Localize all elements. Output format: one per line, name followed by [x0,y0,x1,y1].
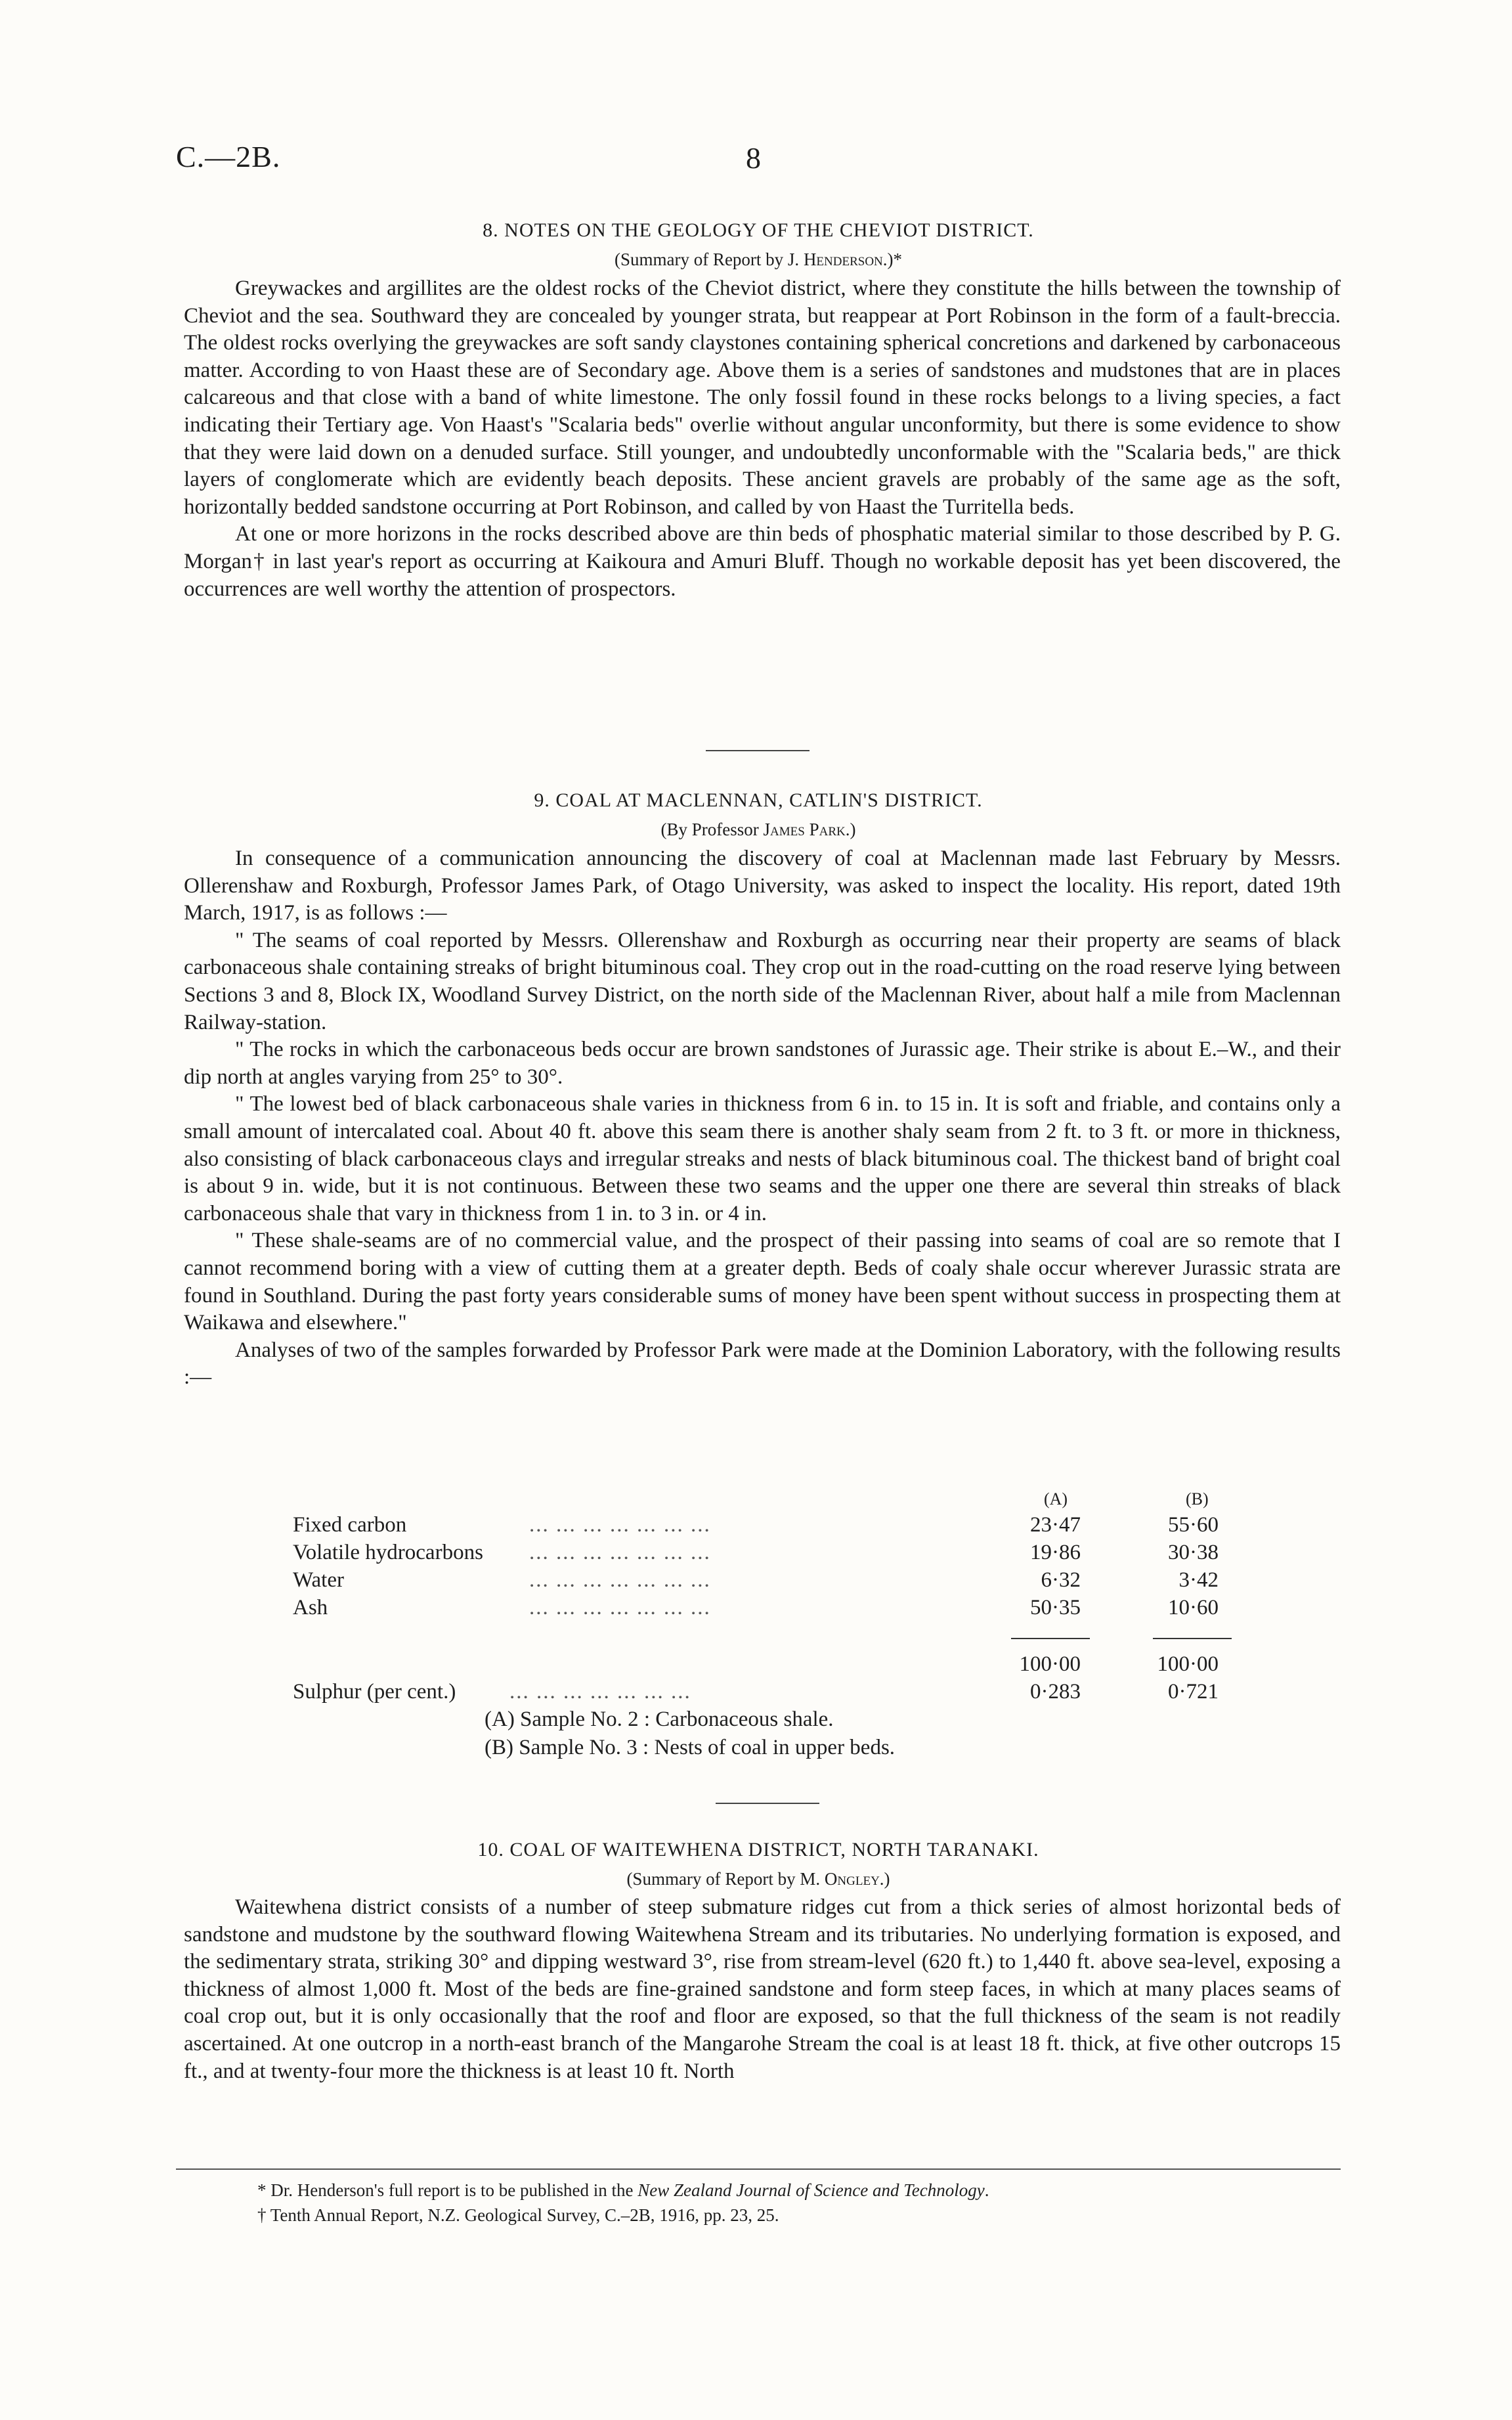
section-9-title: 9. COAL AT MACLENNAN, CATLIN'S DISTRICT. [534,789,983,811]
section-divider [706,750,810,751]
section-8-subtitle: (Summary of Report by J. Henderson.)* [614,250,903,269]
section-10-title: 10. COAL OF WAITEWHENA DISTRICT, NORTH TARANAKI. [477,1839,1039,1860]
paragraph: Waitewhena district consists of a number of steep submature ridges cut from a thick series of almost horizontal beds of sandstone and mudstone by the southward flowing Waitewhena Stream and its tributaries. No underlying formation is exposed, and the sedimentary strata, striking 30° and dipping westward 3°, rise from stream-level (620 ft.) to 1,440 ft. above sea-level, exposing a thickness of almost 1,000 ft. Most of the beds are fine-grained sandstone and form steep faces, in which at many places seams of coal crop out, but it is only occasionally that the roof and floor are exposed, so that the full thickness of the seam is not readily ascertained. At one outcrop in a north-east branch of the Mangarohe Stream the coal is at least 18 ft. thick, at five other outcrops 15 ft., and at twenty-four more the thickness is at least 10 ft. North [184,1895,1341,2083]
table-total-row: 100·00 100·00 [1019,1652,1219,1676]
paragraph: " The lowest bed of black carbonaceous shale varies in thickness from 6 in. to 15 in. It is soft and friable, and contains only a small amount of intercalated coal. About 40 ft. above this seam there is another shaly seam from 2 ft. to 3 ft. or more in thickness, also consisting of black carbonaceous clays and irregular streaks and nests of black bituminous coal. The thickest band of bright coal is about 9 in. wide, but it is not continuous. Between these two seams and the upper one there are several thin streaks of black carbonaceous shale that vary in thickness from 1 in. to 3 in. or 4 in. [184,1092,1341,1225]
table-row: Volatile hydrocarbons ... ... ... ... ... ... ... 19·86 30·38 [293,1541,1317,1568]
section-divider [716,1803,819,1804]
paragraph: " The rocks in which the carbonaceous beds occur are brown sandstones of Jurassic age. Their strike is about E.–W., and their dip north at angles varying from 25° to 30°. [184,1038,1341,1089]
section-9-body [184,845,1341,1392]
page-number: 8 [746,141,761,175]
paragraph: At one or more horizons in the rocks described above are thin beds of phosphatic material similar to those described by P. G. Morgan† in last year's report as occurring at Kaikoura and Amuri Bluff. Though no workable deposit has yet been discovered, the occurrences are well worthy the attention of prospectors. [184,522,1341,601]
table-row: Ash ... ... ... ... ... ... ... 50·35 10·60 [293,1596,1317,1623]
section-8-title: 8. NOTES ON THE GEOLOGY OF THE CHEVIOT DISTRICT. [483,219,1034,241]
sulphur-row: Sulphur (per cent.) ... ... ... ... ... ... ... 0·283 0·721 [293,1680,1317,1707]
paragraph: " These shale-seams are of no commercial value, and the prospect of their passing into seams of coal are so remote that I cannot recommend boring with a view of cutting them at a greater depth. Beds of coaly shale occur wherever Jurassic strata are found in Southland. During the past forty years considerable sums of money have been spent without success in prospecting them at Waikawa and elsewhere." [184,1229,1341,1335]
leader-dots: ... ... ... ... ... ... ... [529,1541,711,1564]
section-8-body [184,275,1341,603]
footnote-2: † Tenth Annual Report, N.Z. Geological Survey, C.–2B, 1916, pp. 23, 25. [257,2205,779,2225]
paragraph: Greywackes and argillites are the oldest rocks of the Cheviot district, where they constitute the hills between the township of Cheviot and the sea. Southward they are concealed by younger strata, but reappear at Port Robinson in the form of a fault-breccia. The oldest rocks overlying the greywackes are soft sandy claystones containing spherical concretions and darkened by carbonaceous matter. According to von Haast these are of Secondary age. Above them is a series of sandstones and mudstones that are in places calcareous and that close with a band of white limestone. The only fossil found in these rocks belongs to a living species, a fact indicating their Tertiary age. Von Haast's "Scalaria beds" overlie without angular unconformity, but there is some evidence to show that they were laid down on a denuded surface. Still younger, and undoubtedly unconformable with the "Scalaria beds," are thick layers of conglomerate which are evidently beach deposits. These ancient gravels are probably of the same age as the soft, horizontally bedded sandstone occurring at Port Robinson, and called by von Haast the Turritella beds. [184,276,1341,519]
table-row: Water ... ... ... ... ... ... ... 6·32 3·42 [293,1568,1317,1596]
paragraph: Analyses of two of the samples forwarded by Professor Park were made at the Dominion Laboratory, with the following results :— [184,1338,1341,1390]
column-b-header: (B) [1186,1489,1209,1508]
sample-note-b: (B) Sample No. 3 : Nests of coal in upper beds. [485,1736,896,1759]
paragraph: In consequence of a communication announcing the discovery of coal at Maclennan made last February by Messrs. Ollerenshaw and Roxburgh, Professor James Park, of Otago University, was asked to inspect the locality. His report, dated 19th March, 1917, is as follows :— [184,847,1341,925]
section-10-body [184,1894,1341,2085]
sum-rule-a [1011,1638,1090,1639]
leader-dots: ... ... ... ... ... ... ... [529,1568,711,1592]
section-10-subtitle: (Summary of Report by M. Ongley.) [626,1869,890,1889]
column-a-header: (A) [1044,1489,1068,1508]
table-row: Fixed carbon ... ... ... ... ... ... ... 23·47 55·60 [293,1513,1317,1541]
section-9-subtitle: (By Professor James Park.) [660,820,856,839]
footnote-rule [176,2168,1341,2170]
footnote-1: * Dr. Henderson's full report is to be published in the New Zealand Journal of Science and Technology. [257,2180,989,2200]
sum-rule-b [1153,1638,1232,1639]
sample-note-a: (A) Sample No. 2 : Carbonaceous shale. [485,1707,834,1731]
leader-dots: ... ... ... ... ... ... ... [529,1513,711,1537]
leader-dots: ... ... ... ... ... ... ... [529,1596,711,1619]
paragraph: " The seams of coal reported by Messrs. Ollerenshaw and Roxburgh as occurring near their property are seams of black carbonaceous shale containing streaks of bright bituminous coal. They crop out in the road-cutting on the road reserve lying between Sections 3 and 8, Block IX, Woodland Survey District, on the north side of the Maclennan River, about half a mile from Maclennan Railway-station. [184,928,1341,1034]
report-code: C.—2B. [176,140,281,173]
leader-dots: ... ... ... ... ... ... ... [509,1680,691,1704]
